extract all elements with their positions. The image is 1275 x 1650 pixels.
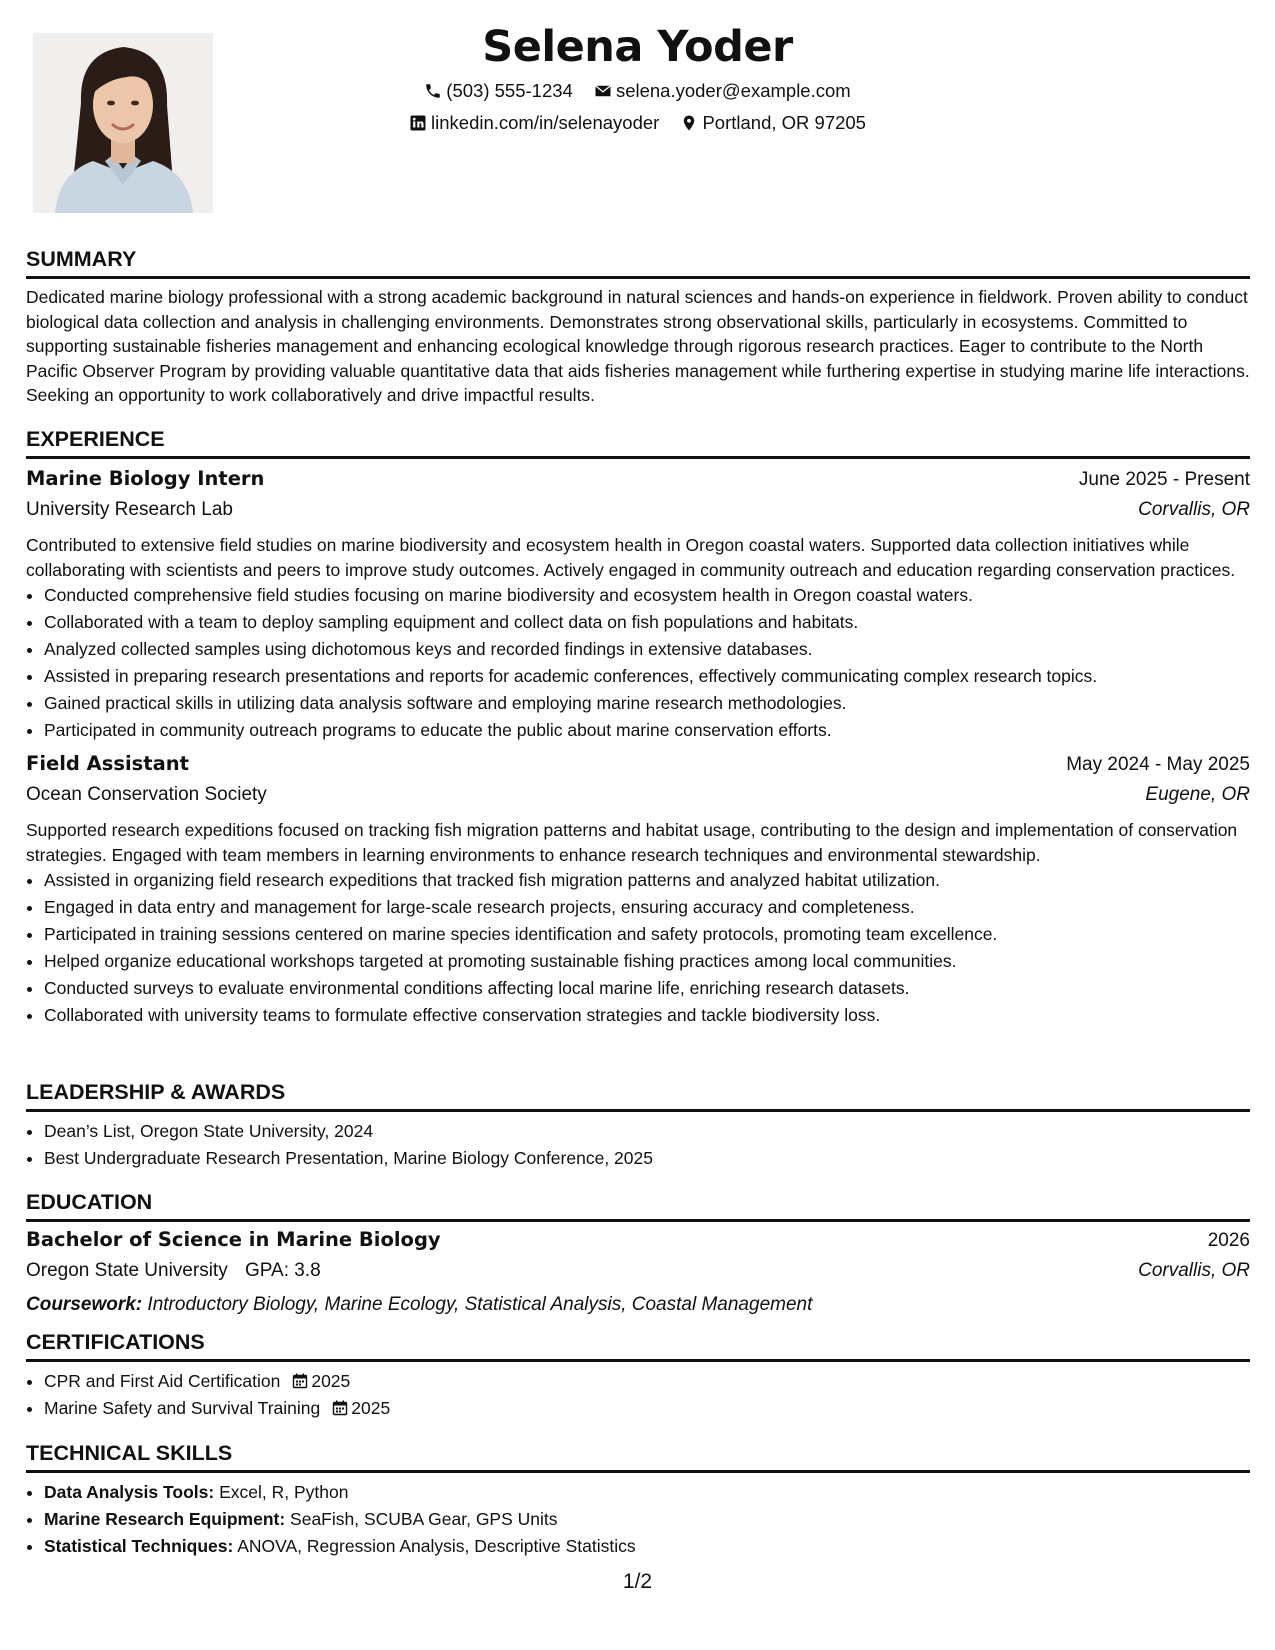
skill-label: Statistical Techniques: <box>44 1536 234 1556</box>
job-title: Marine Biology Intern <box>26 467 265 490</box>
education-section <box>26 1189 1250 1320</box>
job-bullets <box>26 867 1250 1029</box>
section-heading: EXPERIENCE <box>26 426 1250 459</box>
linkedin-item[interactable] <box>409 112 659 134</box>
phone-icon <box>424 82 442 100</box>
email-item[interactable] <box>594 80 851 102</box>
skills-section <box>26 1440 1250 1560</box>
location-text: Portland, OR 97205 <box>702 112 866 133</box>
list-item: • Best Undergraduate Research Presentation, Marine Biology Conference, 2025 <box>44 1145 1250 1172</box>
awards-list <box>26 1118 1250 1172</box>
list-item <box>44 1533 1250 1560</box>
contact-line-2 <box>0 112 1275 137</box>
phone-item <box>424 80 573 102</box>
summary-text: Dedicated marine biology professional with a strong academic background in natural sciences and hands-on experience in fieldwork. Proven ability to conduct biological data collection and analysis in challenging environments. Demonstrates strong observational skills, particularly in ecosystems. Committed to supporting sustainable fisheries management and enhancing ecological knowledge through rigorous research practices. Eager to contribute to the North Pacific Observer Program by providing valuable quantitative data that aids fisheries management while furthering expertise in studying marine life interactions. Seeking an opportunity to work collaboratively and drive impactful results. <box>26 287 1250 405</box>
coursework-text: Introductory Biology, Marine Ecology, Statistical Analysis, Coastal Management <box>147 1294 813 1315</box>
school-name: Oregon State University <box>26 1260 228 1281</box>
job-bullets <box>26 582 1250 744</box>
certifications-list <box>26 1368 1250 1422</box>
awards-section <box>26 1079 1250 1172</box>
page-number: 1/2 <box>622 1570 653 1593</box>
certification-year: 2025 <box>351 1398 391 1418</box>
section-heading: SUMMARY <box>26 246 1250 279</box>
skills-list <box>26 1479 1250 1560</box>
phone-text: (503) 555-1234 <box>446 80 573 101</box>
list-item: • Assisted in organizing field research expeditions that tracked fish migration patterns and analyzed habitat utilization. <box>44 867 1250 894</box>
candidate-name: Selena Yoder <box>482 22 793 72</box>
list-item: • Assisted in preparing research presentations and reports for academic conferences, effectively communicating complex research topics. <box>44 663 1250 690</box>
job-organization: University Research Lab <box>26 499 233 520</box>
list-item: • Collaborated with university teams to formulate effective conservation strategies and tackle biodiversity loss. <box>44 1002 1250 1029</box>
list-item: • Participated in community outreach programs to educate the public about marine conservation efforts. <box>44 717 1250 744</box>
certification-name: Marine Safety and Survival Training <box>44 1398 321 1418</box>
list-item: • Dean’s List, Oregon State University, 2024 <box>44 1118 1250 1145</box>
section-heading: EDUCATION <box>26 1189 1250 1222</box>
job-dates: June 2025 - Present <box>1078 469 1250 490</box>
school-line <box>26 1260 321 1282</box>
summary-section <box>26 246 1250 408</box>
map-pin-icon <box>680 114 698 132</box>
certification-year: 2025 <box>311 1371 351 1391</box>
job-dates: May 2024 - May 2025 <box>1066 754 1250 775</box>
experience-section <box>26 426 1250 1029</box>
skill-label: Marine Research Equipment: <box>44 1509 286 1529</box>
list-item: • Conducted comprehensive field studies focusing on marine biodiversity and ecosystem health in Oregon coastal waters. <box>44 582 1250 609</box>
list-item: • Analyzed collected samples using dichotomous keys and recorded findings in extensive databases. <box>44 636 1250 663</box>
job-organization: Ocean Conservation Society <box>26 784 267 805</box>
calendar-icon <box>292 1373 308 1389</box>
job-description: Contributed to extensive field studies on marine biodiversity and ecosystem health in Oregon coastal waters. Supported data collection initiatives while collaborating with scientists and peers to improve study outcomes. Actively engaged in community outreach and education regarding conservation practices. <box>26 535 1236 580</box>
linkedin-text[interactable]: linkedin.com/in/selenayoder <box>431 112 660 133</box>
calendar-icon <box>332 1400 348 1416</box>
skill-value: ANOVA, Regression Analysis, Descriptive Statistics <box>237 1536 636 1556</box>
contact-line-1 <box>0 80 1275 105</box>
skill-label: Data Analysis Tools: <box>44 1482 215 1502</box>
skill-value: SeaFish, SCUBA Gear, GPS Units <box>290 1509 558 1529</box>
linkedin-icon <box>409 114 427 132</box>
graduation-year: 2026 <box>1207 1230 1250 1251</box>
list-item <box>44 1368 1250 1395</box>
list-item <box>44 1479 1250 1506</box>
list-item: • Engaged in data entry and management for large-scale research projects, ensuring accuracy and completeness. <box>44 894 1250 921</box>
degree-title: Bachelor of Science in Marine Biology <box>26 1228 441 1251</box>
gpa: GPA: 3.8 <box>244 1260 321 1281</box>
job-entry <box>26 752 1250 1029</box>
job-title: Field Assistant <box>26 752 189 775</box>
job-description: Supported research expeditions focused on tracking fish migration patterns and habitat usage, contributing to the design and implementation of conservation strategies. Engaged with team members in learning environments to enhance research techniques and environmental stewardship. <box>26 820 1238 865</box>
certification-name: CPR and First Aid Certification <box>44 1371 281 1391</box>
section-heading: LEADERSHIP & AWARDS <box>26 1079 1250 1112</box>
email-text[interactable]: selena.yoder@example.com <box>615 80 851 101</box>
list-item: • Gained practical skills in utilizing data analysis software and employing marine research methodologies. <box>44 690 1250 717</box>
location-item <box>680 112 866 134</box>
list-item: • Participated in training sessions centered on marine species identification and safety protocols, promoting team excellence. <box>44 921 1250 948</box>
list-item: • Helped organize educational workshops targeted at promoting sustainable fishing practices among local communities. <box>44 948 1250 975</box>
list-item <box>44 1395 1250 1422</box>
certifications-section <box>26 1329 1250 1422</box>
skill-value: Excel, R, Python <box>219 1482 349 1502</box>
envelope-icon <box>594 82 612 100</box>
list-item: • Conducted surveys to evaluate environmental conditions affecting local marine life, enriching research datasets. <box>44 975 1250 1002</box>
job-location: Eugene, OR <box>1145 784 1250 805</box>
list-item: • Collaborated with a team to deploy sampling equipment and collect data on fish populations and habitats. <box>44 609 1250 636</box>
school-location: Corvallis, OR <box>1138 1260 1250 1281</box>
section-heading: CERTIFICATIONS <box>26 1329 1250 1362</box>
coursework-label: Coursework: <box>26 1294 143 1315</box>
coursework-line <box>26 1290 1250 1320</box>
list-item <box>44 1506 1250 1533</box>
job-location: Corvallis, OR <box>1138 499 1250 520</box>
job-entry <box>26 467 1250 744</box>
section-heading: TECHNICAL SKILLS <box>26 1440 1250 1473</box>
